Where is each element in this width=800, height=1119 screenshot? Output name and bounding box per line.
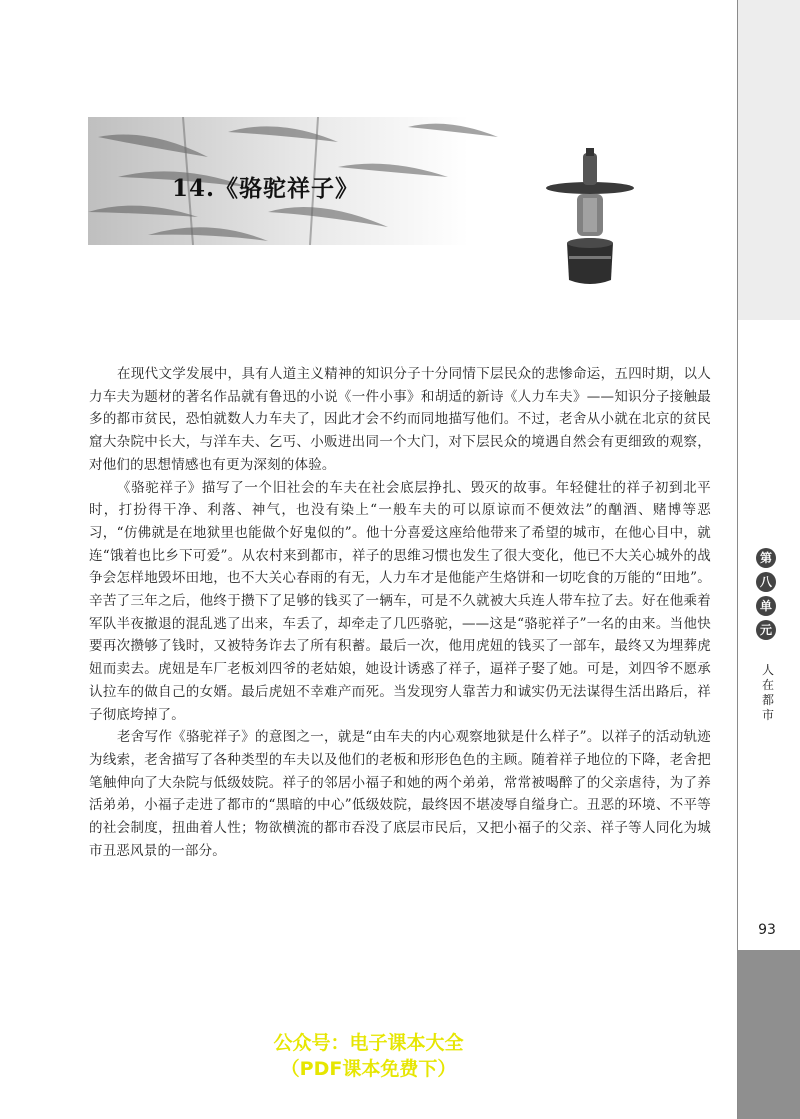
watermark-line-2: （PDF课本免费下）: [280, 1058, 457, 1080]
side-strip-bottom-band: [738, 950, 800, 1119]
unit-label: [746, 548, 786, 640]
oil-lamp-illustration: [545, 148, 635, 288]
side-margin-strip: [737, 0, 800, 1119]
paragraph-3: 老舍写作《骆驼祥子》的意图之一，就是“由车夫的内心观察地狱是什么样子”。以祥子的活动轨迹为线索，老舍描写了各种类型的车夫以及他们的老板和形形色色的主顾。随着祥子地位的下降，老舍把笔触伸向了大杂院与低级妓院。祥子的邻居小福子和她的两个弟弟，常常被喝醉了的父亲虐待，为了养活弟弟，小福子走进了都市的“黑暗的中心”低级妓院，最终因不堪凌辱自缢身亡。丑恶的环境、不平等的社会制度，扭曲着人性；物欲横流的都市吞没了底层市民后，又把小福子的父亲、祥子等人同化为城市丑恶风景的一部分。: [89, 729, 711, 859]
chapter-title: 14.《骆驼祥子》: [172, 175, 360, 202]
unit-char-3: 单: [756, 596, 776, 616]
unit-char-1: 第: [756, 548, 776, 568]
unit-char-2: 八: [756, 572, 776, 592]
watermark: [0, 1030, 737, 1082]
side-strip-top-band: [738, 0, 800, 320]
paragraph-2: 《骆驼祥子》描写了一个旧社会的车夫在社会底层挣扎、毁灭的故事。年轻健壮的祥子初到北平时，打扮得干净、利落、神气，也没有染上“一般车夫的可以原谅而不便效法”的酗酒、赌博等恶习，“仿佛就是在地狱里也能做个好鬼似的”。他十分喜爱这座给他带来了希望的城市，在他心目中，就连“饿着也比乡下可爱”。从农村来到都市，祥子的思维习惯也发生了很大变化，他已不大关心城外的战争会怎样地毁坏田地，也不大关心春雨的有无，人力车才是他能产生烙饼和一切吃食的万能的“田地”。辛苦了三年之后，他终于攒下了足够的钱买了一辆车，可是不久就被大兵连人带车拉了去。好在他乘着军队半夜撤退的混乱逃了出来，车丢了，却牵走了几匹骆驼，——这是“骆驼祥子”一名的由来。当他快要再次攒够了钱时，又被特务诈去了所有积蓄。最后一次，他用虎妞的钱买了一部车，最终又为埋葬虎妞而卖去。虎妞是车厂老板刘四爷的老姑娘，她设计诱惑了祥子，逼祥子娶了她。可是，刘四爷不愿承认拉车的做自己的女婿。最后虎妞不幸难产而死。当发现穷人靠苦力和诚实仍无法谋得生活出路后，祥子彻底垮掉了。: [89, 479, 711, 723]
topic-label: 人在都市: [761, 663, 774, 722]
paragraph-1: 在现代文学发展中，具有人道主义精神的知识分子十分同情下层民众的悲惨命运，五四时期，以人力车夫为题材的著名作品就有鲁迅的小说《一件小事》和胡适的新诗《人力车夫》——知识分子接触最多的都市贫民，恐怕就数人力车夫了，因此才会不约而同地描写他们。不过，老舍从小就在北京的贫民窟大杂院中长大，与洋车夫、乞丐、小贩进出同一个大门，对下层民众的境遇自然会有更细致的观察，对他们的思想情感也有更为深刻的体验。: [89, 366, 711, 473]
article-body: [89, 363, 711, 862]
watermark-line-1: 公众号：电子课本大全: [273, 1032, 464, 1054]
unit-char-4: 元: [756, 620, 776, 640]
page-number: 93: [758, 922, 776, 938]
